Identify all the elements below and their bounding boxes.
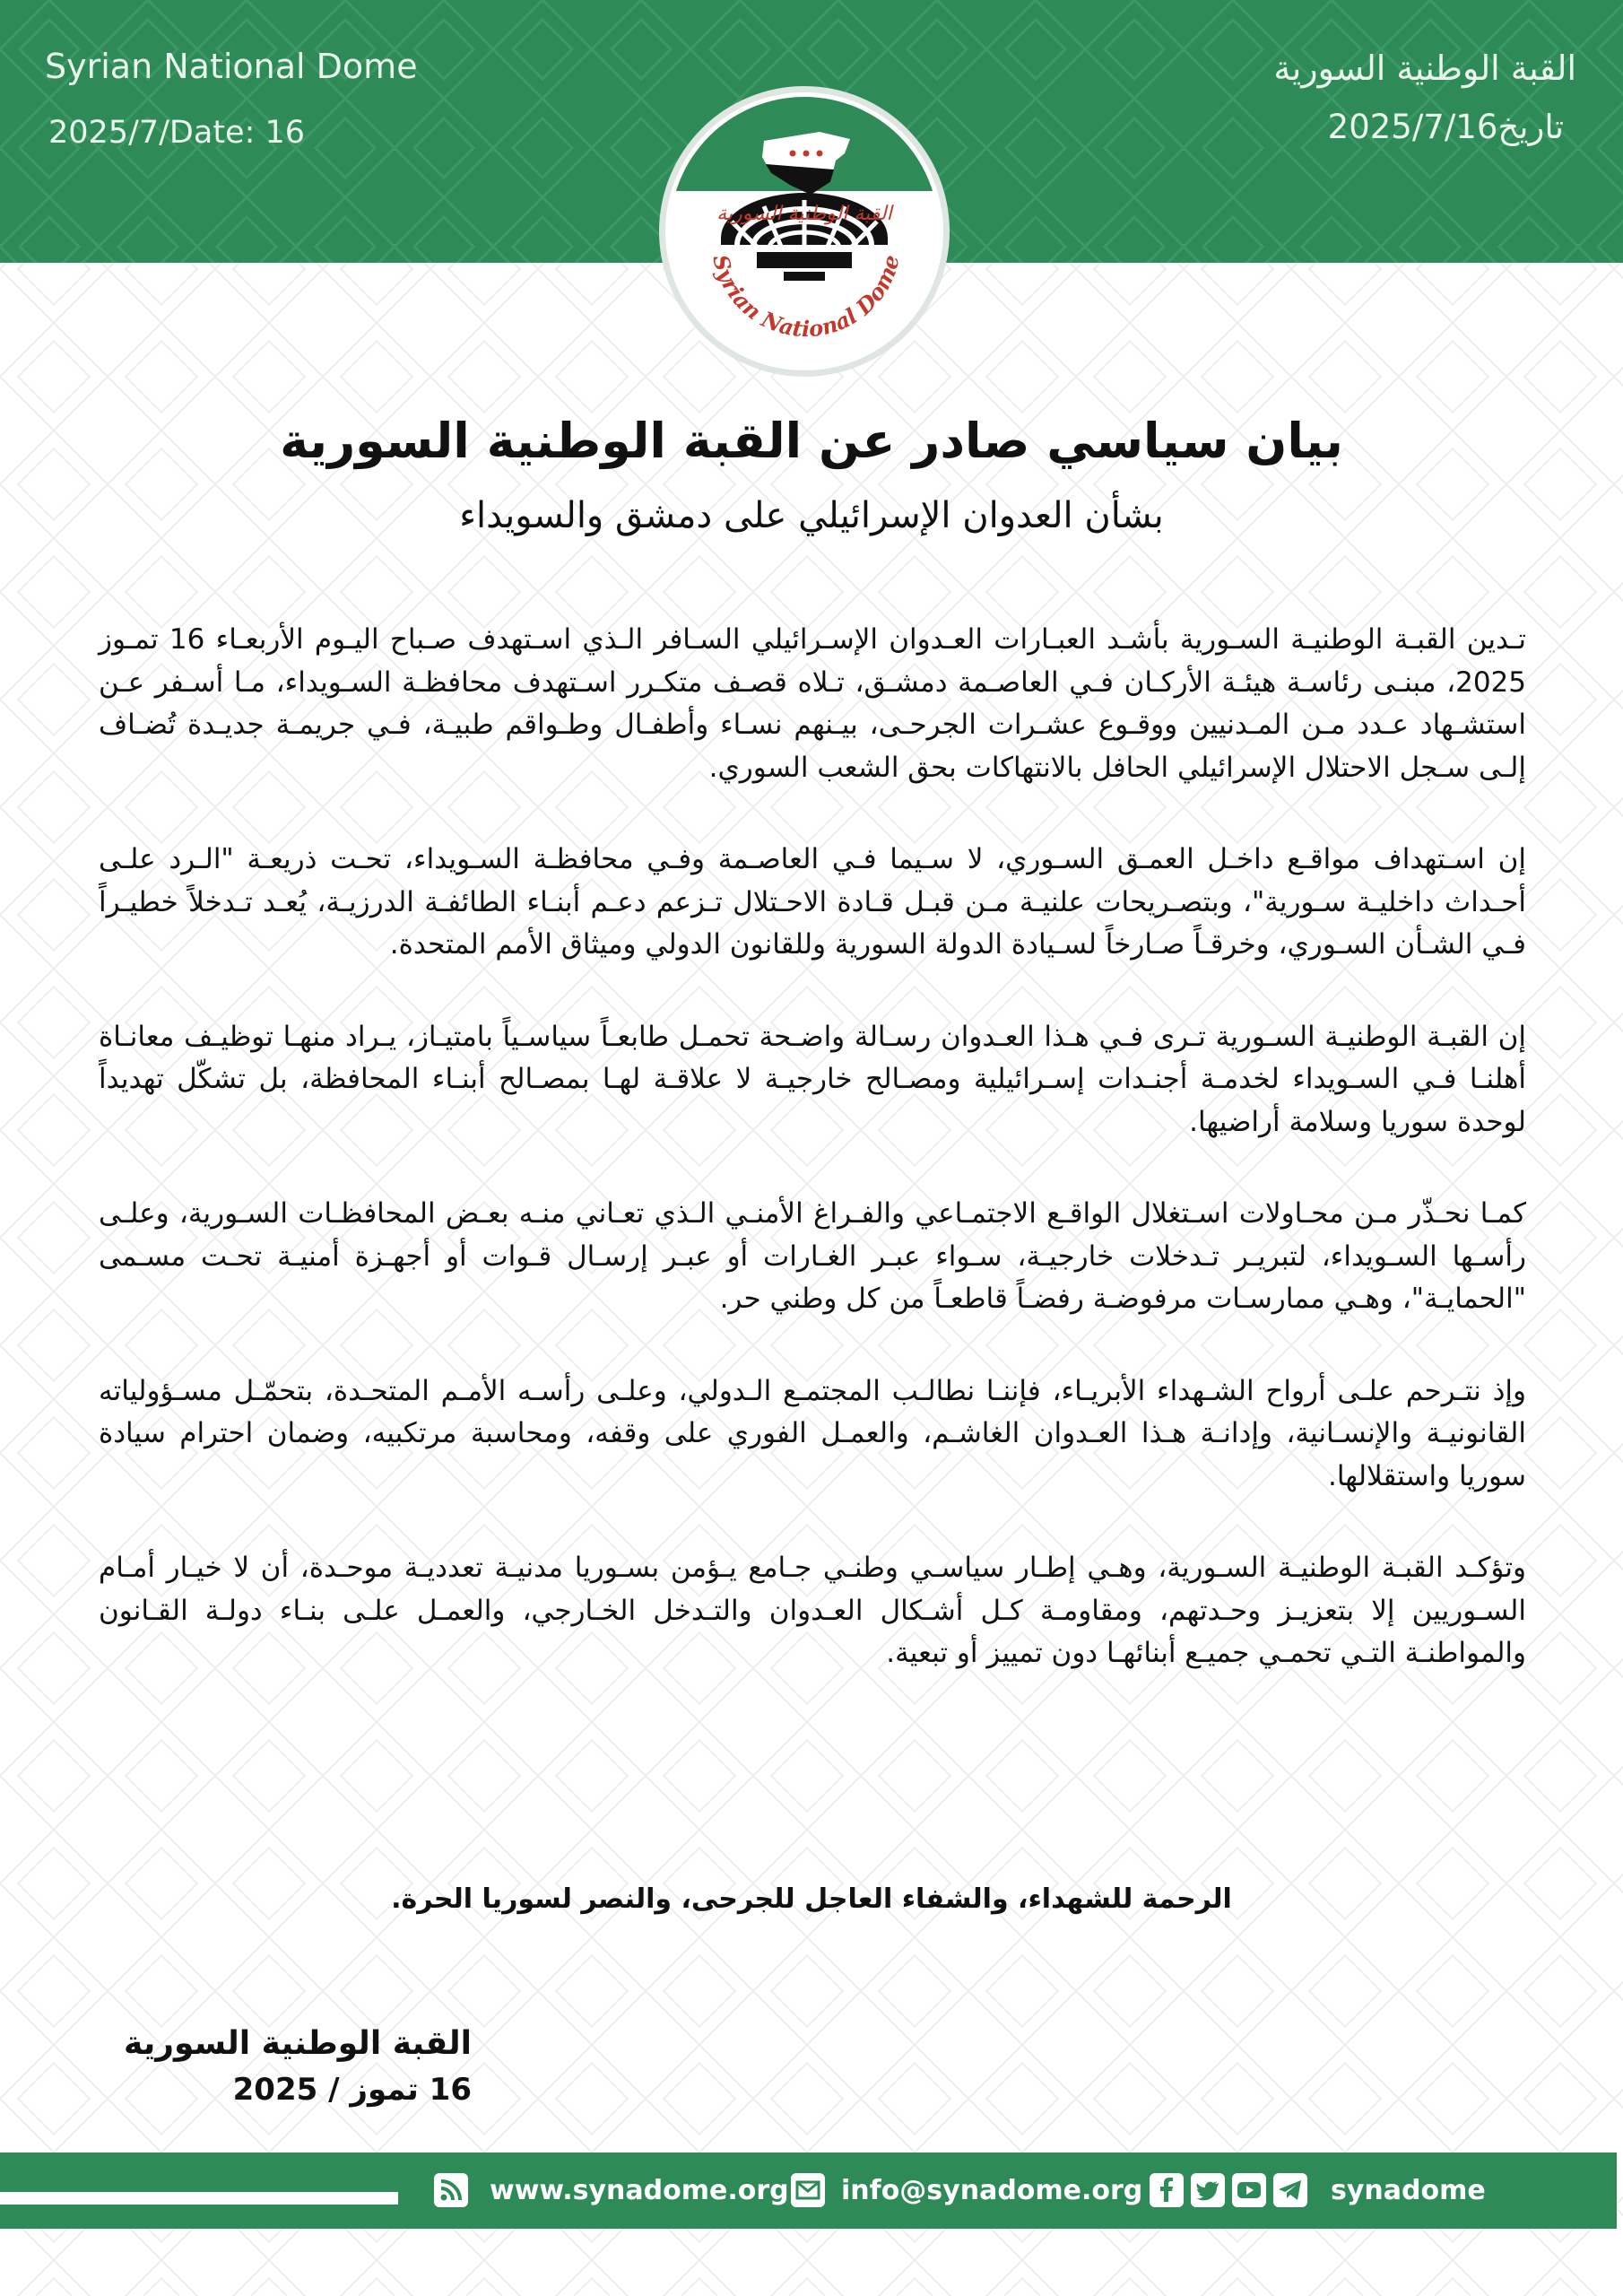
paragraph-2: إن اسـتهداف مواقـع داخـل العمـق السـوري، لا سـيما فـي العاصـمة وفـي محافظـة السـويداء، تحـت ذريعـة "الـرد علـى أحـداث داخليـة سـورية"، وبتصـريحات علنيـة مـن قبـل قـادة الاحـتلال تـزعم دعـم أبنـاء الطائفـة الدرزيـة، يُعـد تـدخلاً خطيـراً فـي الشـأن السـوري، وخرقـاً صـارخاً لسـيادة الدولة السورية وللقانون الدولي وميثاق الأمم المتحدة. [99, 843, 1526, 961]
rss-icon [434, 2173, 468, 2207]
org-name-ar: القبة الوطنية السورية [1273, 48, 1576, 88]
twitter-icon[interactable] [1191, 2173, 1225, 2207]
paragraph-5: وإذ نتـرحم علـى أرواح الشـهداء الأبريـاء، فإننـا نطالـب المجتمـع الـدولي، وعلـى رأسـه الأمـم المتحـدة، بتحمّـل مسـؤولياته القانونيـة والإنسـانية، وإدانـة هـذا العـدوان الغاشـم، والعمـل الفوري على وقفه، ومحاسبة مرتكبيه، وضمان احترام سيادة سوريا واستقلالها. [99, 1374, 1526, 1492]
social-handle: synadome [1331, 2174, 1486, 2206]
telegram-icon[interactable] [1273, 2173, 1307, 2207]
date-en: 2025/7/Date: 16 [48, 115, 306, 151]
paragraph-4: كمـا نحـذّر مـن محـاولات اسـتغلال الواقـع الاجتمـاعي والفـراغ الأمنـي الـذي تعـاني منـه بعـض المحافظـات السـورية، وعلـى رأسـها السـويداء، لتبريـر تـدخلات خارجيـة، سـواء عبـر الغـارات أو عبـر إرسـال قـوات أو أجهـزة أمنيـة تحـت مسـمى "الحمايـة"، وهـي ممارسـات مرفوضـة رفضـاً قاطعـاً من كل وطني حر. [99, 1197, 1526, 1315]
statement-subtitle: بشأن العدوان الإسرائيلي على دمشق والسويداء [459, 495, 1164, 536]
website-link[interactable] [434, 2170, 789, 2210]
signature-date: 16 تموز / 2025 [232, 2072, 472, 2108]
signature-org: القبة الوطنية السورية [123, 2025, 472, 2062]
website-text: www.synadome.org [490, 2174, 789, 2206]
closing-line: الرحمة للشهداء، والشفاء العاجل للجرحى، والنصر لسوريا الحرة. [391, 1883, 1232, 1915]
mail-icon [791, 2173, 825, 2207]
email-text: info@synadome.org [841, 2174, 1143, 2206]
date-ar: تاريخ2025/7/16 [1327, 108, 1564, 146]
facebook-icon[interactable] [1150, 2173, 1184, 2207]
youtube-icon[interactable] [1232, 2173, 1266, 2207]
paragraph-1: تـدين القبـة الوطنيـة السـورية بأشـد العبـارات العـدوان الإسـرائيلي السـافر الـذي اسـتهدف صـباح اليـوم الأربعـاء 16 تمـوز 2025، مبنـى رئاسـة هيئـة الأركـان فـي العاصـمة دمشـق، تـلاه قصـف متكـرر اسـتهدف محافظـة السـويداء، مـا أسـفر عـن استشـهاد عـدد مـن المـدنيين ووقـوع عشـرات الجرحـى، بيـنهم نسـاء وأطفـال وطـواقم طبيـة، فـي جريمـة جديـدة تُضـاف إلـى سـجل الاحتلال الإسرائيلي الحافل بالانتهاكات بحق الشعب السوري. [99, 623, 1526, 784]
statement-title: بيان سياسي صادر عن القبة الوطنية السورية [280, 413, 1343, 469]
logo-arabic-text: القبة الوطنية السورية [716, 203, 892, 225]
statement-body [99, 619, 1526, 1725]
logo [658, 85, 950, 378]
org-name-en: Syrian National Dome [45, 47, 418, 86]
email-link[interactable] [791, 2170, 1142, 2210]
paragraph-3: إن القبـة الوطنيـة السـورية تـرى فـي هـذا العـدوان رسـالة واضـحة تحمـل طابعـاً سياسـياً بامتيـاز، يـراد منهـا توظيـف معانـاة أهلنـا فـي السـويداء لخدمـة أجنـدات إسـرائيلية ومصـالح خارجيـة لا علاقـة لهـا بمصـالح أبنـاء المحافظة، بل تشكّل تهديداً لوحدة سوريا وسلامة أراضيها. [99, 1020, 1526, 1138]
paragraph-6: وتؤكـد القبـة الوطنيـة السـورية، وهـي إطـار سياسـي وطنـي جـامع يـؤمن بسـوريا مدنيـة تعدديـة موحـدة، أن لا خيـار أمـام السـوريين إلا بتعزيـز وحـدتهم، ومقاومـة كـل أشـكال العـدوان والتـدخل الخـارجي، والعمـل علـى بنـاء دولـة القـانون والمواطنـة التـي تحمـي جميـع أبنائهـا دون تمييز أو تبعية. [99, 1552, 1526, 1669]
footer-divider [0, 2192, 398, 2205]
social-links [1150, 2170, 1486, 2210]
logo-english-path: Syrian National Dome [707, 252, 905, 343]
